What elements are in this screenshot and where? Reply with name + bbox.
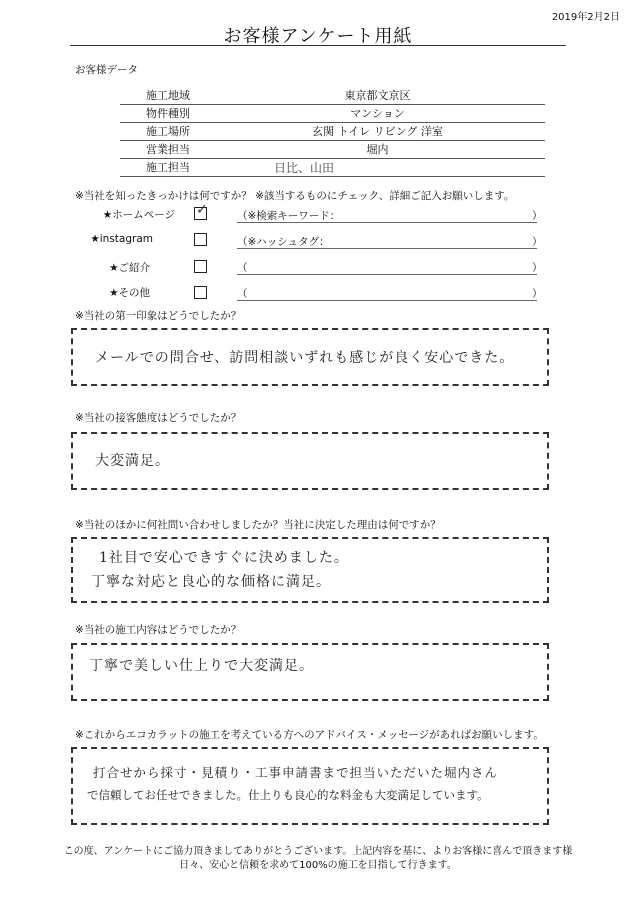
option-label-instagram: ★instagram	[90, 233, 153, 245]
option-field-close: ）	[532, 236, 543, 248]
field-underline	[237, 248, 537, 249]
question-other-companies: ※当社のほかに何社問い合わせしましたか？当社に決定した理由は何ですか？	[75, 519, 441, 531]
row-key: 営業担当	[146, 143, 190, 156]
footer-message-line1: この度、アンケートにご協力頂きましてありがとうございます。上記内容を基に、よりお客様に喜んで頂きます様	[63, 846, 573, 857]
answer-text-line1: 打合せから採寸・見積り・工事申請書まで担当いただいた堀内さん	[93, 765, 499, 780]
option-field-close: ）	[532, 262, 543, 274]
row-key: 施工場所	[146, 125, 190, 138]
question-how-found: ※当社を知ったきっかけは何ですか？ ※該当するものにチェック、詳細ご記入お願いします。	[75, 190, 515, 202]
answer-box-service-attitude	[71, 432, 549, 490]
answer-text-line2: 丁寧な対応と良心的な価格に満足。	[91, 574, 331, 590]
row-value: 玄関 トイレ リビング 洋室	[312, 125, 443, 138]
customer-data-label: お客様データ	[75, 64, 138, 76]
checkbox-other[interactable]	[194, 286, 207, 299]
answer-box-construction	[71, 643, 549, 701]
field-underline	[237, 274, 537, 275]
answer-text-line1: 1社目で安心できすぐに決めました。	[99, 550, 349, 566]
answer-box-advice	[71, 747, 549, 825]
customer-data-table	[120, 87, 545, 177]
row-key: 施工担当	[146, 161, 190, 174]
option-field-close: ）	[532, 288, 543, 300]
table-row	[120, 159, 545, 177]
option-field-close: ）	[532, 210, 543, 222]
option-label-homepage: ★ホームページ	[102, 209, 175, 221]
checkbox-referral[interactable]	[194, 260, 207, 273]
row-key: 物件種別	[146, 107, 190, 120]
table-row	[120, 141, 545, 159]
footer-message-line2: 日々、安心と信頼を求めて100%の施工を目指して行きます。	[179, 860, 457, 871]
question-service-attitude: ※当社の接客態度はどうでしたか？	[75, 412, 242, 424]
row-value: マンション	[350, 107, 405, 120]
row-value: 堀内	[366, 143, 389, 156]
answer-box-other-companies	[71, 537, 549, 603]
check-mark-icon: ✓	[196, 202, 208, 218]
row-key: 施工地域	[146, 89, 190, 102]
option-label-other: ★その他	[109, 287, 150, 299]
option-field-referral: （	[237, 262, 248, 274]
question-first-impression: ※当社の第一印象はどうでしたか？	[75, 310, 242, 322]
title-underline	[70, 45, 566, 46]
option-label-referral: ★ご紹介	[109, 262, 150, 274]
answer-text-line2: で信頼してお任せできました。仕上りも良心的な料金も大変満足しています。	[87, 788, 489, 802]
option-field-instagram: （※ハッシュタグ：	[237, 236, 330, 248]
field-underline	[237, 222, 537, 223]
table-row	[120, 87, 545, 105]
table-row	[120, 105, 545, 123]
answer-text: メールでの問合せ、訪問相談いずれも感じが良く安心できた。	[95, 350, 515, 366]
answer-box-first-impression	[71, 328, 549, 386]
checkbox-homepage[interactable]	[194, 202, 208, 220]
option-field-other: （	[237, 288, 248, 300]
table-row	[120, 123, 545, 141]
question-advice: ※これからエコカラットの施工を考えている方へのアドバイス・メッセージがあればお願いします。	[75, 729, 544, 741]
field-underline	[237, 300, 537, 301]
survey-date: 2019年2月2日	[551, 12, 620, 23]
answer-text: 大変満足。	[95, 453, 170, 469]
checkbox-instagram[interactable]	[194, 233, 207, 246]
row-value: 東京都文京区	[344, 89, 411, 102]
answer-text: 丁寧で美しい仕上りで大変満足。	[89, 658, 314, 674]
row-value: 日比、山田	[274, 161, 335, 175]
option-field-homepage: （※検索キーワード：	[237, 210, 341, 222]
page-title: お客様アンケート用紙	[223, 26, 413, 47]
question-construction: ※当社の施工内容はどうでしたか？	[75, 624, 242, 636]
